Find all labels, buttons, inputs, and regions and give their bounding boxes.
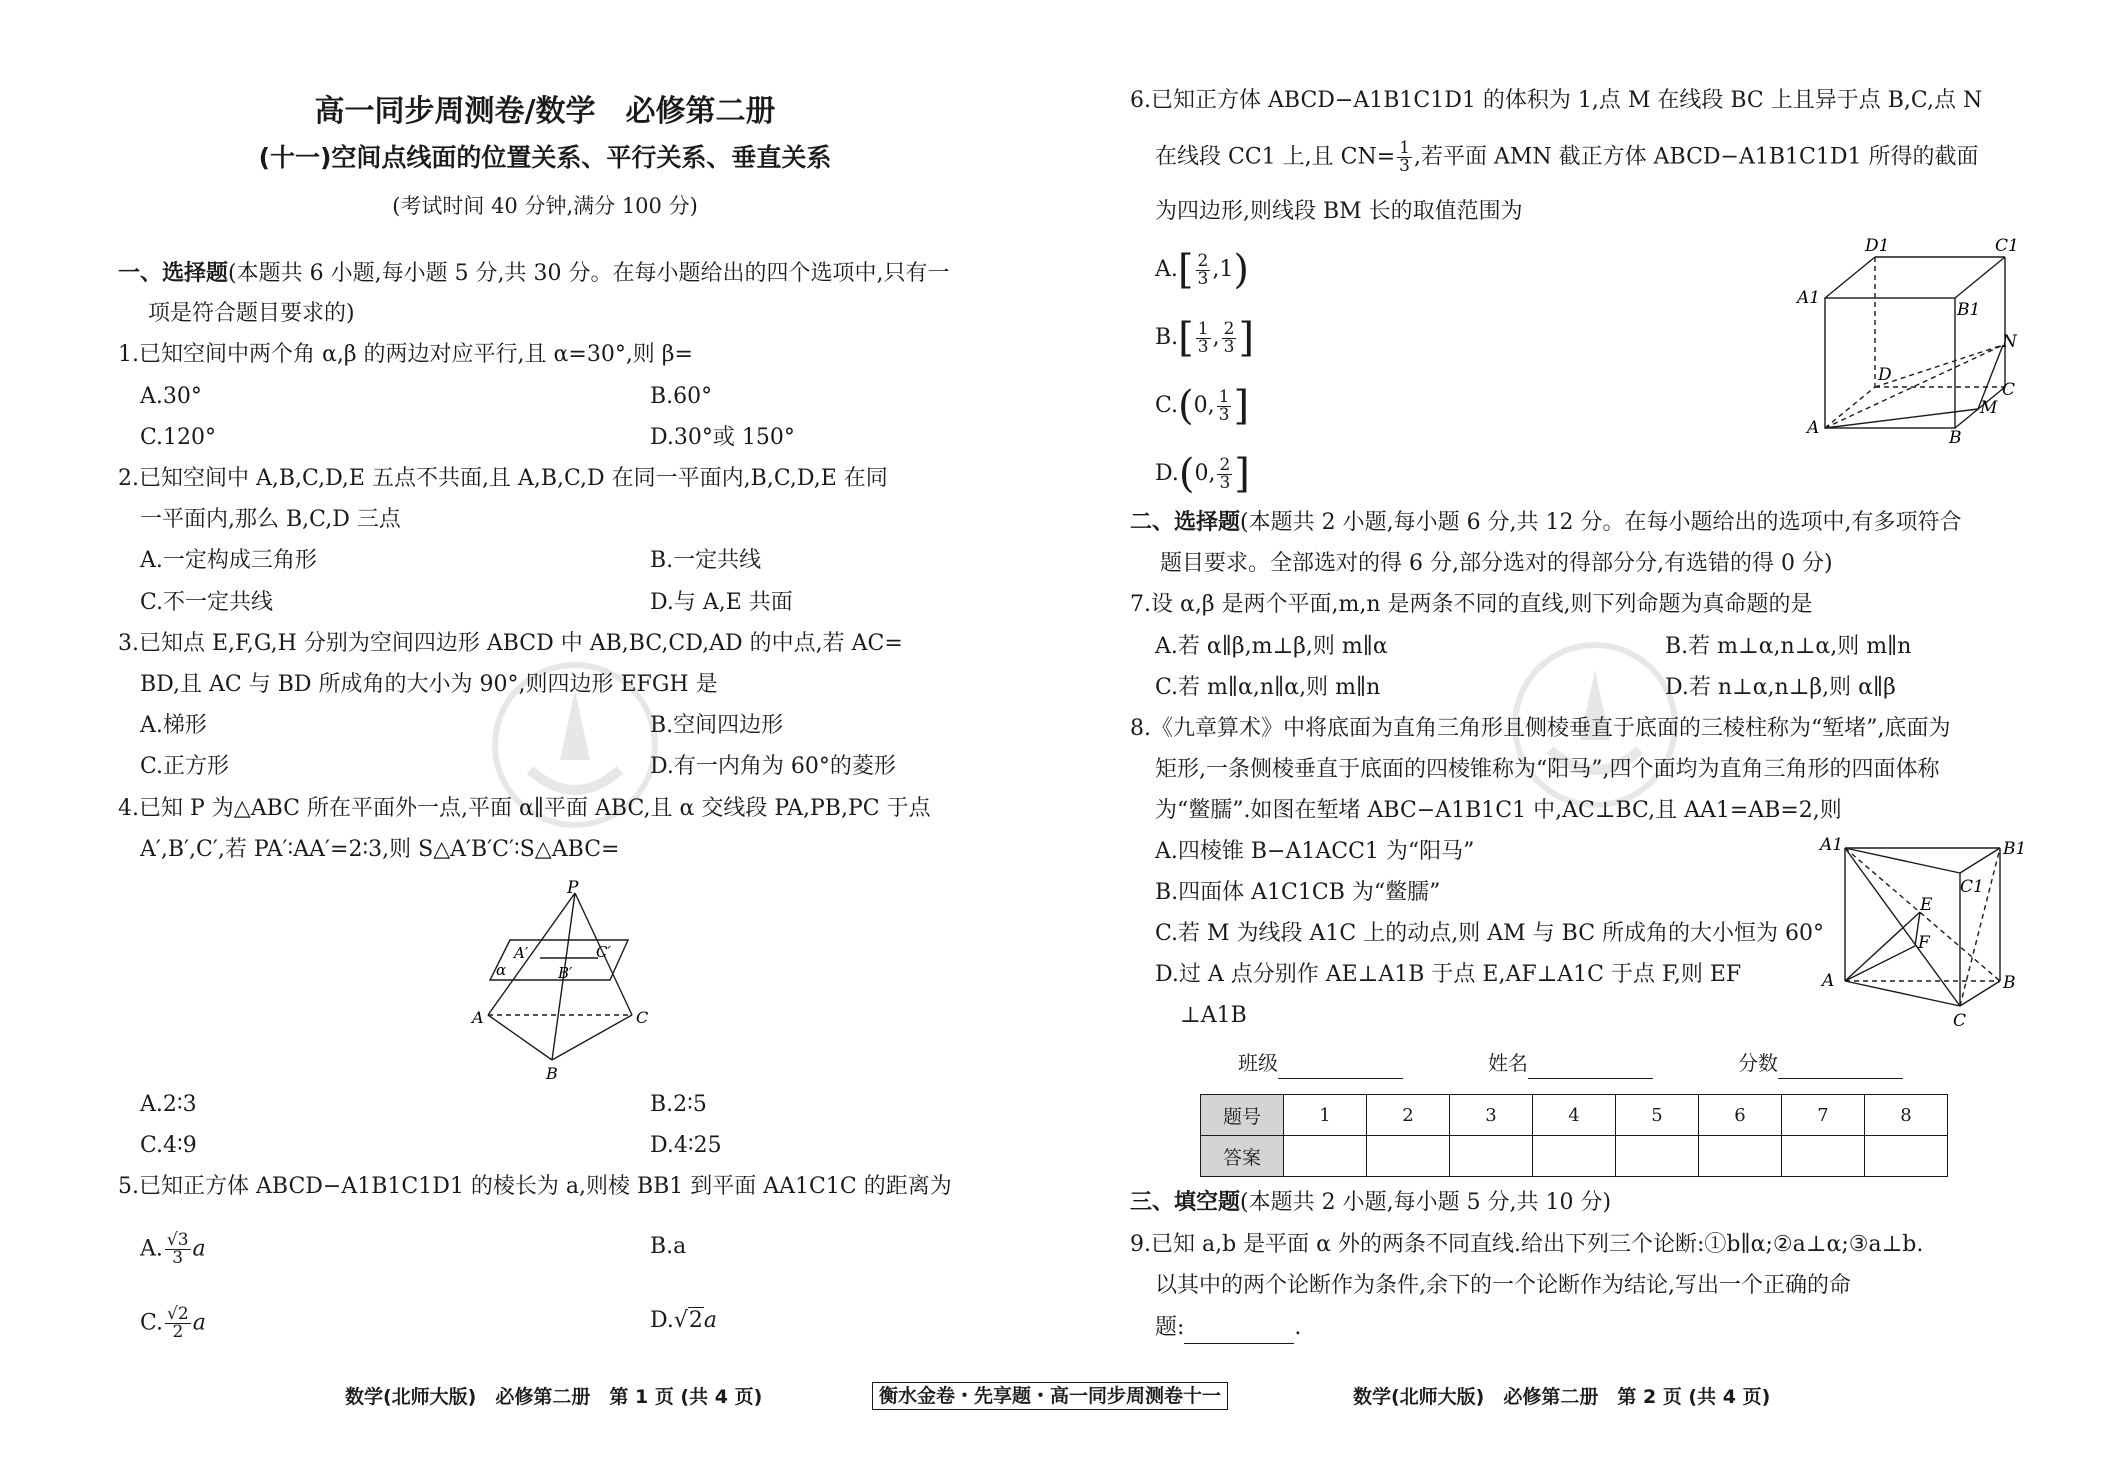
q3-stem-1: 3.已知点 E,F,G,H 分别为空间四边形 ABCD 中 AB,BC,CD,AD 的中点,若 AC=	[118, 631, 903, 656]
section2-desc-2: 题目要求。全部选对的得 6 分,部分选对的得部分分,有选错的得 0 分)	[1160, 551, 1833, 576]
q8-option-d-1: D.过 A 点分别作 AE⊥A1B 于点 E,AF⊥A1C 于点 F,则 EF	[1155, 962, 1742, 987]
section1-header	[118, 259, 950, 289]
answer-cell-5[interactable]	[1616, 1136, 1699, 1177]
q7-option-d: D.若 n⊥α,n⊥β,则 α∥β	[1665, 675, 1896, 700]
q7-option-b: B.若 m⊥α,n⊥α,则 m∥n	[1665, 634, 1912, 659]
q9-stem-1: 9.已知 a,b 是平面 α 外的两条不同直线.给出下列三个论断:①b∥α;②a⊥α;③a⊥b.	[1130, 1232, 1924, 1257]
section2-header	[1130, 508, 1962, 538]
q8-prism-figure	[1820, 835, 2027, 1031]
q5-option-d: D.√2a	[650, 1308, 718, 1333]
q4-label-b1: B′	[558, 964, 573, 982]
q6-label-b: B	[1949, 428, 1962, 448]
name-input[interactable]	[1528, 1048, 1653, 1079]
q8-option-d-2: ⊥A1B	[1180, 1003, 1247, 1028]
q8-label-a: A	[1822, 971, 1835, 991]
q4-option-a: A.2∶3	[140, 1092, 197, 1117]
page-subtitle: (十一)空间点线面的位置关系、平行关系、垂直关系	[258, 143, 832, 172]
q9-stem-2: 以其中的两个论断作为条件,余下的一个论断作为结论,写出一个正确的命	[1155, 1273, 1851, 1298]
score-input[interactable]	[1778, 1048, 1903, 1079]
answer-cell-8[interactable]	[1865, 1136, 1948, 1177]
q4-label-a: A	[472, 1008, 484, 1027]
q2-option-a: A.一定构成三角形	[140, 548, 317, 573]
q1-option-d: D.30°或 150°	[650, 425, 795, 450]
q2-option-c: C.不一定共线	[140, 590, 274, 615]
q8-stem-2: 矩形,一条侧棱垂直于底面的四棱锥称为“阳马”,四个面均为直角三角形的四面体称	[1155, 757, 1940, 782]
answer-table-num-2: 2	[1367, 1095, 1450, 1136]
section3-header	[1130, 1188, 1611, 1218]
q6-stem-2: 在线段 CC1 上,且 CN= $\frac{1}{3}$ ,若平面 AMN 截正方体 ABCD−A1B1C1D1 所得的截面	[1155, 138, 1979, 176]
q5-option-a: A. $\frac{√3}{3}$ a	[140, 1230, 206, 1268]
q3-option-b: B.空间四边形	[650, 713, 784, 738]
q6-label-c1: C1	[1995, 236, 2019, 256]
answer-table-num-1: 1	[1284, 1095, 1367, 1136]
answer-cell-4[interactable]	[1533, 1136, 1616, 1177]
answer-cell-1[interactable]	[1284, 1136, 1367, 1177]
q4-label-c1: C′	[596, 943, 611, 961]
q8-option-b: B.四面体 A1C1CB 为“鳖臑”	[1155, 880, 1441, 905]
score-field: 分数	[1738, 1048, 1903, 1079]
q8-option-c: C.若 M 为线段 A1C 上的动点,则 AM 与 BC 所成角的大小恒为 60°	[1155, 921, 1825, 946]
section1-desc-2: 项是符合题目要求的)	[148, 301, 355, 326]
q8-label-b: B	[2003, 973, 2016, 993]
section3-title: 三、填空题	[1130, 1190, 1241, 1215]
q8-label-e: E	[1920, 895, 1933, 915]
section3-desc: (本题共 2 小题,每小题 5 分,共 10 分)	[1240, 1190, 1612, 1215]
q6-label-d1: D1	[1865, 236, 1890, 256]
q5-option-b: B.a	[650, 1234, 687, 1259]
q3-option-a: A.梯形	[140, 713, 207, 738]
q4-pyramid-figure	[470, 878, 650, 1085]
footer-left: 数学(北师大版) 必修第二册 第 1 页 (共 4 页)	[345, 1386, 763, 1408]
q4-option-b: B.2∶5	[650, 1092, 707, 1117]
section1-title: 一、选择题	[118, 261, 229, 286]
answer-cell-6[interactable]	[1699, 1136, 1782, 1177]
q4-option-d: D.4∶25	[650, 1133, 722, 1158]
exam-info: (考试时间 40 分钟,满分 100 分)	[392, 194, 698, 218]
q2-stem-2: 一平面内,那么 B,C,D 三点	[140, 507, 401, 532]
q7-stem: 7.设 α,β 是两个平面,m,n 是两条不同的直线,则下列命题为真命题的是	[1130, 592, 1813, 617]
q4-label-p: P	[567, 878, 579, 898]
q6-label-n: N	[2002, 332, 2017, 352]
q6-option-b: B.[ $\frac{1}{3}$ , $\frac{2}{3}$ ]	[1155, 315, 1255, 361]
q7-option-a: A.若 α∥β,m⊥β,则 m∥α	[1155, 634, 1388, 659]
q2-option-d: D.与 A,E 共面	[650, 590, 793, 615]
q3-stem-2: BD,且 AC 与 BD 所成角的大小为 90°,则四边形 EFGH 是	[140, 672, 718, 697]
q9-stem-3: 题: .	[1155, 1313, 1301, 1344]
q1-option-b: B.60°	[650, 384, 713, 409]
q8-option-a: A.四棱锥 B−A1ACC1 为“阳马”	[1155, 839, 1475, 864]
q6-option-a: A.[ $\frac{2}{3}$ ,1)	[1155, 247, 1249, 293]
answer-cell-2[interactable]	[1367, 1136, 1450, 1177]
q6-stem-1: 6.已知正方体 ABCD−A1B1C1D1 的体积为 1,点 M 在线段 BC 上且异于点 B,C,点 N	[1130, 88, 1983, 113]
answer-cell-7[interactable]	[1782, 1136, 1865, 1177]
answer-table-num-5: 5	[1616, 1095, 1699, 1136]
q5-option-c: C. $\frac{√2}{2}$ a	[140, 1304, 206, 1342]
q4-label-c: C	[636, 1008, 649, 1027]
q4-label-b: B	[546, 1064, 558, 1083]
q6-label-a1: A1	[1797, 288, 1821, 308]
q1-option-a: A.30°	[140, 384, 202, 409]
q6-label-a: A	[1807, 418, 1820, 438]
q8-label-c: C	[1953, 1011, 1967, 1031]
q4-stem-2: A′,B′,C′,若 PA′∶AA′=2∶3,则 S△A′B′C′∶S△ABC=	[140, 837, 620, 862]
section2-desc: (本题共 2 小题,每小题 6 分,共 12 分。在每小题给出的选项中,有多项符合	[1240, 510, 1962, 535]
q2-option-b: B.一定共线	[650, 548, 762, 573]
q2-stem-1: 2.已知空间中 A,B,C,D,E 五点不共面,且 A,B,C,D 在同一平面内,B,C,D,E 在同	[118, 466, 888, 491]
page-title: 高一同步周测卷/数学 必修第二册	[314, 94, 776, 129]
answer-table-label-number: 题号	[1201, 1095, 1284, 1136]
name-field: 姓名	[1488, 1048, 1653, 1079]
answer-table-num-8: 8	[1865, 1095, 1948, 1136]
class-input[interactable]	[1278, 1048, 1403, 1079]
answer-table-header-row	[1201, 1095, 1948, 1136]
q6-label-m: M	[1980, 398, 1998, 418]
q8-label-f: F	[1918, 933, 1930, 953]
q9-answer-blank[interactable]	[1184, 1313, 1294, 1344]
q8-label-a1: A1	[1820, 835, 1844, 855]
q8-stem-3: 为“鳖臑”.如图在堑堵 ABC−A1B1C1 中,AC⊥BC,且 AA1=AB=2,则	[1155, 798, 1842, 823]
q6-option-c: C.(0, $\frac{1}{3}$ ]	[1155, 383, 1250, 429]
q4-label-alpha: α	[496, 961, 507, 979]
q6-label-c: C	[2002, 380, 2016, 400]
q6-cube-figure	[1795, 235, 2019, 448]
q6-stem-3: 为四边形,则线段 BM 长的取值范围为	[1155, 199, 1523, 224]
q7-option-c: C.若 m∥α,n∥α,则 m∥n	[1155, 675, 1381, 700]
q1-stem: 1.已知空间中两个角 α,β 的两边对应平行,且 α=30°,则 β=	[118, 342, 693, 367]
q8-label-c1: C1	[1960, 877, 1984, 897]
answer-table-num-7: 7	[1782, 1095, 1865, 1136]
answer-table-num-3: 3	[1450, 1095, 1533, 1136]
footer-right: 数学(北师大版) 必修第二册 第 2 页 (共 4 页)	[1353, 1386, 1771, 1408]
q4-stem-1: 4.已知 P 为△ABC 所在平面外一点,平面 α∥平面 ABC,且 α 交线段 PA,PB,PC 于点	[118, 796, 931, 821]
section1-desc: (本题共 6 小题,每小题 5 分,共 30 分。在每小题给出的四个选项中,只有一	[228, 261, 950, 286]
q5-stem: 5.已知正方体 ABCD−A1B1C1D1 的棱长为 a,则棱 BB1 到平面 AA1C1C 的距离为	[118, 1174, 952, 1199]
answer-cell-3[interactable]	[1450, 1136, 1533, 1177]
section2-title: 二、选择题	[1130, 510, 1241, 535]
q3-option-d: D.有一内角为 60°的菱形	[650, 754, 896, 779]
answer-table-answer-row	[1201, 1136, 1948, 1177]
q4-label-a1: A′	[514, 944, 529, 962]
answer-table	[1200, 1094, 1948, 1177]
answer-table-label-answer: 答案	[1201, 1136, 1284, 1177]
q6-label-b1: B1	[1957, 300, 1981, 320]
footer-center: 衡水金卷・先享题・高一同步周测卷十一	[872, 1382, 1228, 1410]
q1-option-c: C.120°	[140, 425, 217, 450]
answer-table-num-4: 4	[1533, 1095, 1616, 1136]
q6-option-d: D.(0, $\frac{2}{3}$ ]	[1155, 451, 1250, 497]
q8-label-b1: B1	[2003, 839, 2027, 859]
q6-label-d: D	[1878, 365, 1892, 385]
q3-option-c: C.正方形	[140, 754, 230, 779]
q8-stem-1: 8.《九章算术》中将底面为直角三角形且侧棱垂直于底面的三棱柱称为“堑堵”,底面为	[1130, 716, 1951, 741]
class-field: 班级	[1238, 1048, 1403, 1079]
q4-option-c: C.4∶9	[140, 1133, 197, 1158]
answer-table-num-6: 6	[1699, 1095, 1782, 1136]
